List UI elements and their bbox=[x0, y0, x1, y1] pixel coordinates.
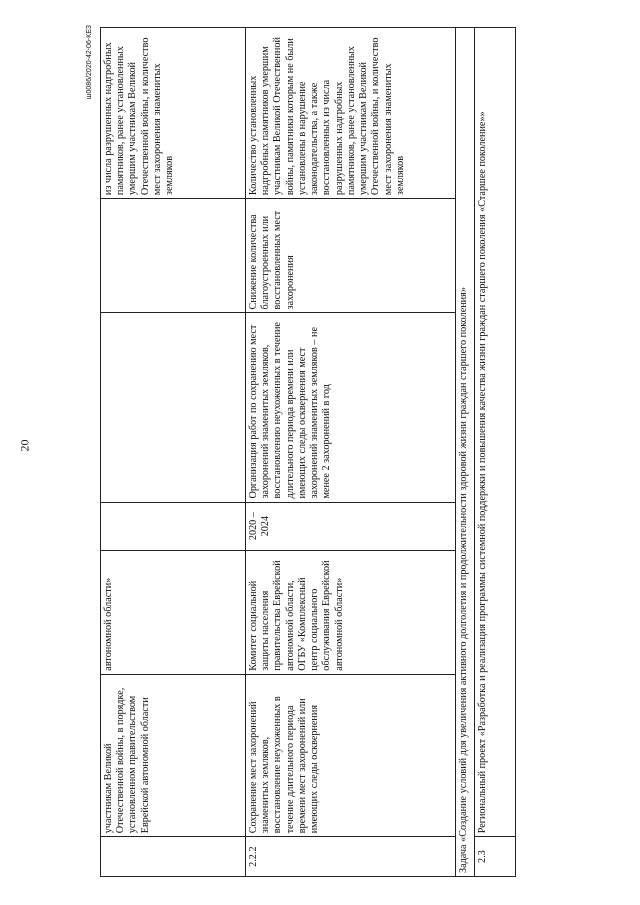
document-code: ш0086/2020-42-06-КЕЗ bbox=[86, 25, 93, 100]
row-number bbox=[101, 837, 246, 877]
task-text: Задача «Создание условий для увеличения активного долголетия и продолжительности здоровой жизни граждан старшего поколения» bbox=[456, 28, 475, 877]
term bbox=[101, 502, 246, 550]
project-text: Региональный проект «Разработка и реализация программы системной поддержки и повышения качества жизни граждан старшего поколения «Старшее поколение»» bbox=[475, 28, 516, 837]
result bbox=[101, 199, 246, 313]
executor: автономной области» bbox=[101, 550, 246, 674]
page-number: 20 bbox=[17, 439, 32, 452]
measure-name: Сохранение мест захоронений знаменитых земляков, восстановление неухоженных в течение длительного периода времени мест захоронений или имеющих следы осквернения bbox=[246, 674, 456, 837]
table-row bbox=[246, 28, 456, 877]
measure-name: участникам Великой Отечественной войны, в порядке, установленном правительством Еврейской автономной области bbox=[101, 674, 246, 837]
term: 2020 – 2024 bbox=[246, 502, 456, 550]
plan-table bbox=[100, 27, 516, 877]
table-row bbox=[101, 28, 246, 877]
action bbox=[101, 313, 246, 502]
action: Организация работ по сохранению мест захоронений знаменитых земляков, восстановлению неухоженных в течение длительного периода времени или имеющих следы осквернения мест захоронений знаменитых земляков – не менее 2 захоронений в год bbox=[246, 313, 456, 502]
indicator: Количество установленных надгробных памятников умершим участникам Великой Отечественной войны, памятники которым не были установлены в нарушение законодательства, а также восстановленных из числа разрушенных надгробных памятников, ранее установленных умершим участникам Великой Отечественной войны, и количество мест захоронения знаменитых земляков bbox=[246, 28, 456, 199]
executor: Комитет социальной защиты населения правительства Еврейской автономной области, ОГБУ «Комплексный центр социального обслуживания Еврейской автономной области» bbox=[246, 550, 456, 674]
rotated-table-wrapper bbox=[86, 25, 540, 877]
row-number: 2.2.2 bbox=[246, 837, 456, 877]
result: Снижение количества благоустроенных или восстановленных мест захоронения bbox=[246, 199, 456, 313]
task-row bbox=[456, 28, 475, 877]
indicator: из числа разрушенных надгробных памятников, ранее установленных умершим участникам Великой Отечественной войны, и количество мест захоронения знаменитых земляков bbox=[101, 28, 246, 199]
project-row bbox=[475, 28, 516, 877]
project-number: 2.3 bbox=[475, 837, 516, 877]
